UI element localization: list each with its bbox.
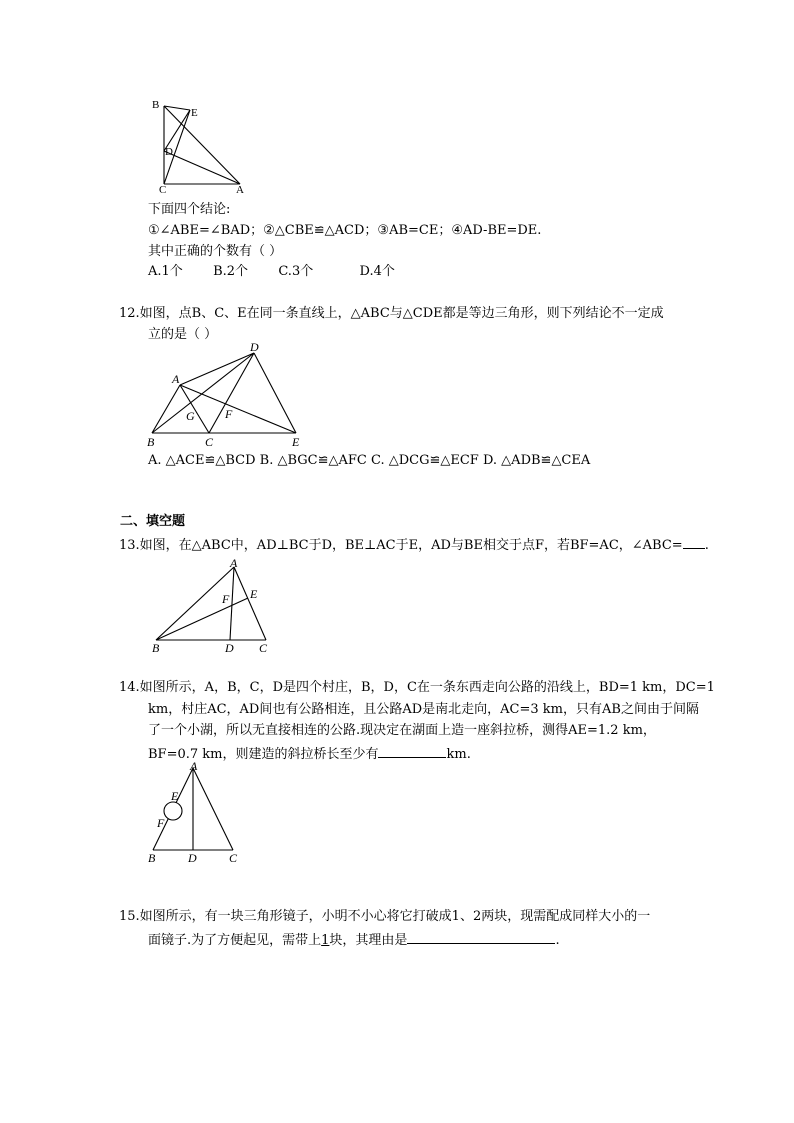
label-B: B [152,99,160,111]
label-G: G [186,409,195,423]
label-C: C [259,641,268,655]
label-E: E [250,587,258,601]
label-A: A [230,556,238,570]
q12-options: A. △ACE≌△BCD B. △BGC≌△AFC C. △DCG≌△ECF D. △ADB≌△CEA [148,453,591,468]
q15-line2-a: 面镜子.为了方便起见，需带上 [148,933,322,948]
q15-line2 [148,930,560,950]
label-A: A [236,184,244,196]
q15-piece-number: 1 [321,933,330,948]
q15-answer-blank[interactable] [407,930,555,944]
q14-answer-blank[interactable] [378,744,446,758]
label-C: C [229,851,238,865]
label-C: C [205,435,214,449]
label-F: F [225,407,233,421]
label-F: F [157,816,165,830]
q13-text [119,535,709,555]
q14-line4-after: km. [446,747,471,762]
label-E: E [171,789,179,803]
q14-line1: 14.如图所示，A，B，C，D是四个村庄，B，D，C在一条东西走向公路的沿线上，BD=1 km，DC=1 [119,680,715,695]
label-A: A [172,372,180,386]
label-D: D [188,851,197,865]
q13-figure [148,556,278,656]
label-C: C [159,184,167,196]
q11-figure [150,98,250,194]
q15-line2-b: 块，其理由是 [329,933,408,948]
q13-text-before: 13.如图，在△ABC中，AD⊥BC于D，BE⊥AC于E，AD与BE相交于点F，若BF=AC，∠ABC= [119,538,683,553]
section-title: 二、填空题 [120,514,186,529]
q14-line2: km，村庄AC，AD间也有公路相连，且公路AD是南北走向，AC=3 km，只有AB之间由于间隔 [148,702,699,717]
label-D: D [225,641,234,655]
q12-line1: 12.如图，点B、C、E在同一条直线上，△ABC与△CDE都是等边三角形，则下列结论不一定成 [119,306,664,321]
label-B: B [148,851,156,865]
q14-line4-before: BF=0.7 km，则建造的斜拉桥长至少有 [148,747,379,762]
label-F: F [222,592,230,606]
q12-figure [140,340,315,452]
label-E: E [191,107,198,119]
label-D: D [250,340,259,354]
q11-option-d: D.4个 [359,264,395,279]
label-B: B [147,435,155,449]
q14-line3: 了一个小湖，所以无直接相连的公路.现决定在湖面上造一座斜拉桥，测得AE=1.2 km， [148,723,656,738]
q11-options [148,263,395,281]
q11-option-c: C.3个 [278,264,314,279]
q11-option-a: A.1个 [148,264,183,279]
q13-answer-blank[interactable] [683,535,705,549]
label-D: D [165,146,173,158]
q11-option-b: B.2个 [213,264,249,279]
q11-question: 其中正确的个数有（ ） [148,244,283,259]
q14-figure [146,760,246,865]
label-A: A [190,759,198,773]
q11-conclusions: ①∠ABE=∠BAD；②△CBE≌△ACD；③AB=CE；④AD-BE=DE. [148,223,542,238]
q15-line1: 15.如图所示，有一块三角形镜子，小明不小心将它打破成1、2两块，现需配成同样大小的一 [119,909,651,924]
q13-text-after: . [704,538,709,553]
q12-line2: 立的是（ ） [148,327,218,342]
label-B: B [152,641,160,655]
q15-line2-end: . [555,933,560,948]
q11-line1: 下面四个结论: [148,202,231,217]
label-E: E [292,435,300,449]
